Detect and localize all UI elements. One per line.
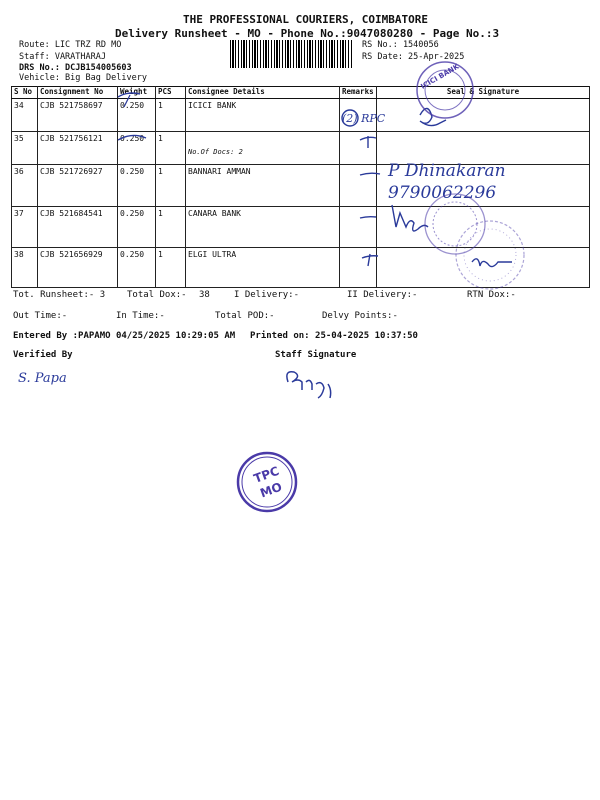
ii-delivery: II Delivery:-	[347, 290, 418, 300]
bank-stamp-text: ICICI BANK	[419, 62, 461, 91]
elgi-stamp	[456, 221, 524, 289]
total-dox-value: 38	[199, 290, 210, 300]
document-title: THE PROFESSIONAL COURIERS, COIMBATORE	[183, 13, 429, 26]
cell-consignment: CJB 521758697	[38, 99, 118, 132]
cell-consignment: CJB 521756121	[38, 132, 118, 165]
cell-pcs: 1	[156, 99, 186, 132]
cell-weight: 0.250	[118, 207, 156, 248]
cell-sno: 34	[12, 99, 38, 132]
rs-date: RS Date: 25-Apr-2025	[362, 52, 465, 62]
cell-consignee: CANARA BANK	[186, 207, 340, 248]
verified-by-label: Verified By	[13, 350, 73, 360]
cell-pcs: 1	[156, 248, 186, 288]
cell-sno: 38	[12, 248, 38, 288]
docs-note: No.Of Docs: 2	[188, 148, 243, 156]
cell-consignment: CJB 521684541	[38, 207, 118, 248]
verified-signature: S. Papa	[18, 371, 67, 386]
cell-weight: 0.250	[118, 99, 156, 132]
cell-consignment: CJB 521726927	[38, 165, 118, 207]
remark-dash	[360, 136, 376, 148]
entered-by: Entered By :PAPAMO 04/25/2025 10:29:05 AM	[13, 331, 236, 341]
delvy-points: Delvy Points:-	[322, 311, 398, 321]
signature-stroke	[472, 259, 512, 267]
cell-pcs: 1	[156, 132, 186, 165]
staff-signature-stroke	[287, 372, 331, 398]
staff-label: Staff: VARATHARAJ	[19, 52, 106, 62]
staff-signature-label: Staff Signature	[275, 350, 357, 360]
bank-stamp	[417, 62, 473, 118]
cell-consignee: ICICI BANK	[186, 99, 340, 132]
cell-weight: 0.250	[118, 248, 156, 288]
col-weight: Weight	[118, 87, 156, 99]
col-pcs: PCS	[156, 87, 186, 99]
remark-34-text: (2) RPC	[342, 112, 386, 125]
rtn-dox: RTN Dox:-	[467, 290, 516, 300]
i-delivery: I Delivery:-	[234, 290, 300, 300]
cell-consignee: BANNARI AMMAN	[186, 165, 340, 207]
remark-dash	[362, 254, 378, 266]
rs-number: RS No.: 1540056	[362, 40, 439, 50]
cell-weight: 0.250	[118, 132, 156, 165]
total-runsheet: Tot. Runsheet:- 3	[13, 290, 106, 300]
col-sno: S No	[12, 87, 38, 99]
tpc-stamp-top: TPC	[251, 463, 281, 486]
cell-sno: 35	[12, 132, 38, 165]
printed-on: Printed on: 25-04-2025 10:37:50	[250, 331, 418, 341]
tick-mark	[118, 135, 146, 140]
tpc-stamp-bottom: MO	[258, 479, 284, 501]
in-time: In Time:-	[116, 311, 165, 321]
tpc-stamp	[238, 453, 296, 511]
out-time: Out Time:-	[13, 311, 68, 321]
cell-pcs: 1	[156, 165, 186, 207]
col-remarks: Remarks	[340, 87, 377, 99]
remark-dash	[360, 217, 376, 218]
remark-dash	[360, 173, 380, 175]
total-dox-label: Total Dox:-	[127, 290, 187, 300]
cell-consignee: ELGI ULTRA	[186, 248, 340, 288]
vehicle-label: Vehicle: Big Bag Delivery	[19, 73, 147, 83]
cell-consignment: CJB 521656929	[38, 248, 118, 288]
receiver-name: P Dhinakaran	[388, 161, 506, 181]
route-label: Route: LIC TRZ RD MO	[19, 40, 122, 50]
drs-number: DRS No.: DCJB154005603	[19, 63, 132, 73]
col-seal-signature: Seal & Signature	[377, 87, 590, 99]
total-pod: Total POD:-	[215, 311, 275, 321]
cell-pcs: 1	[156, 207, 186, 248]
document-subtitle: Delivery Runsheet - MO - Phone No.:9047080280 - Page No.:3	[115, 27, 500, 40]
tick-mark	[124, 95, 130, 107]
cell-sno: 36	[12, 165, 38, 207]
cell-sno: 37	[12, 207, 38, 248]
receiver-phone: 9790062296	[388, 183, 497, 203]
cell-weight: 0.250	[118, 165, 156, 207]
col-consignment: Consignment No	[38, 87, 118, 99]
col-consignee: Consignee Details	[186, 87, 340, 99]
signature-stroke	[420, 108, 446, 125]
signature-stroke	[392, 205, 428, 231]
